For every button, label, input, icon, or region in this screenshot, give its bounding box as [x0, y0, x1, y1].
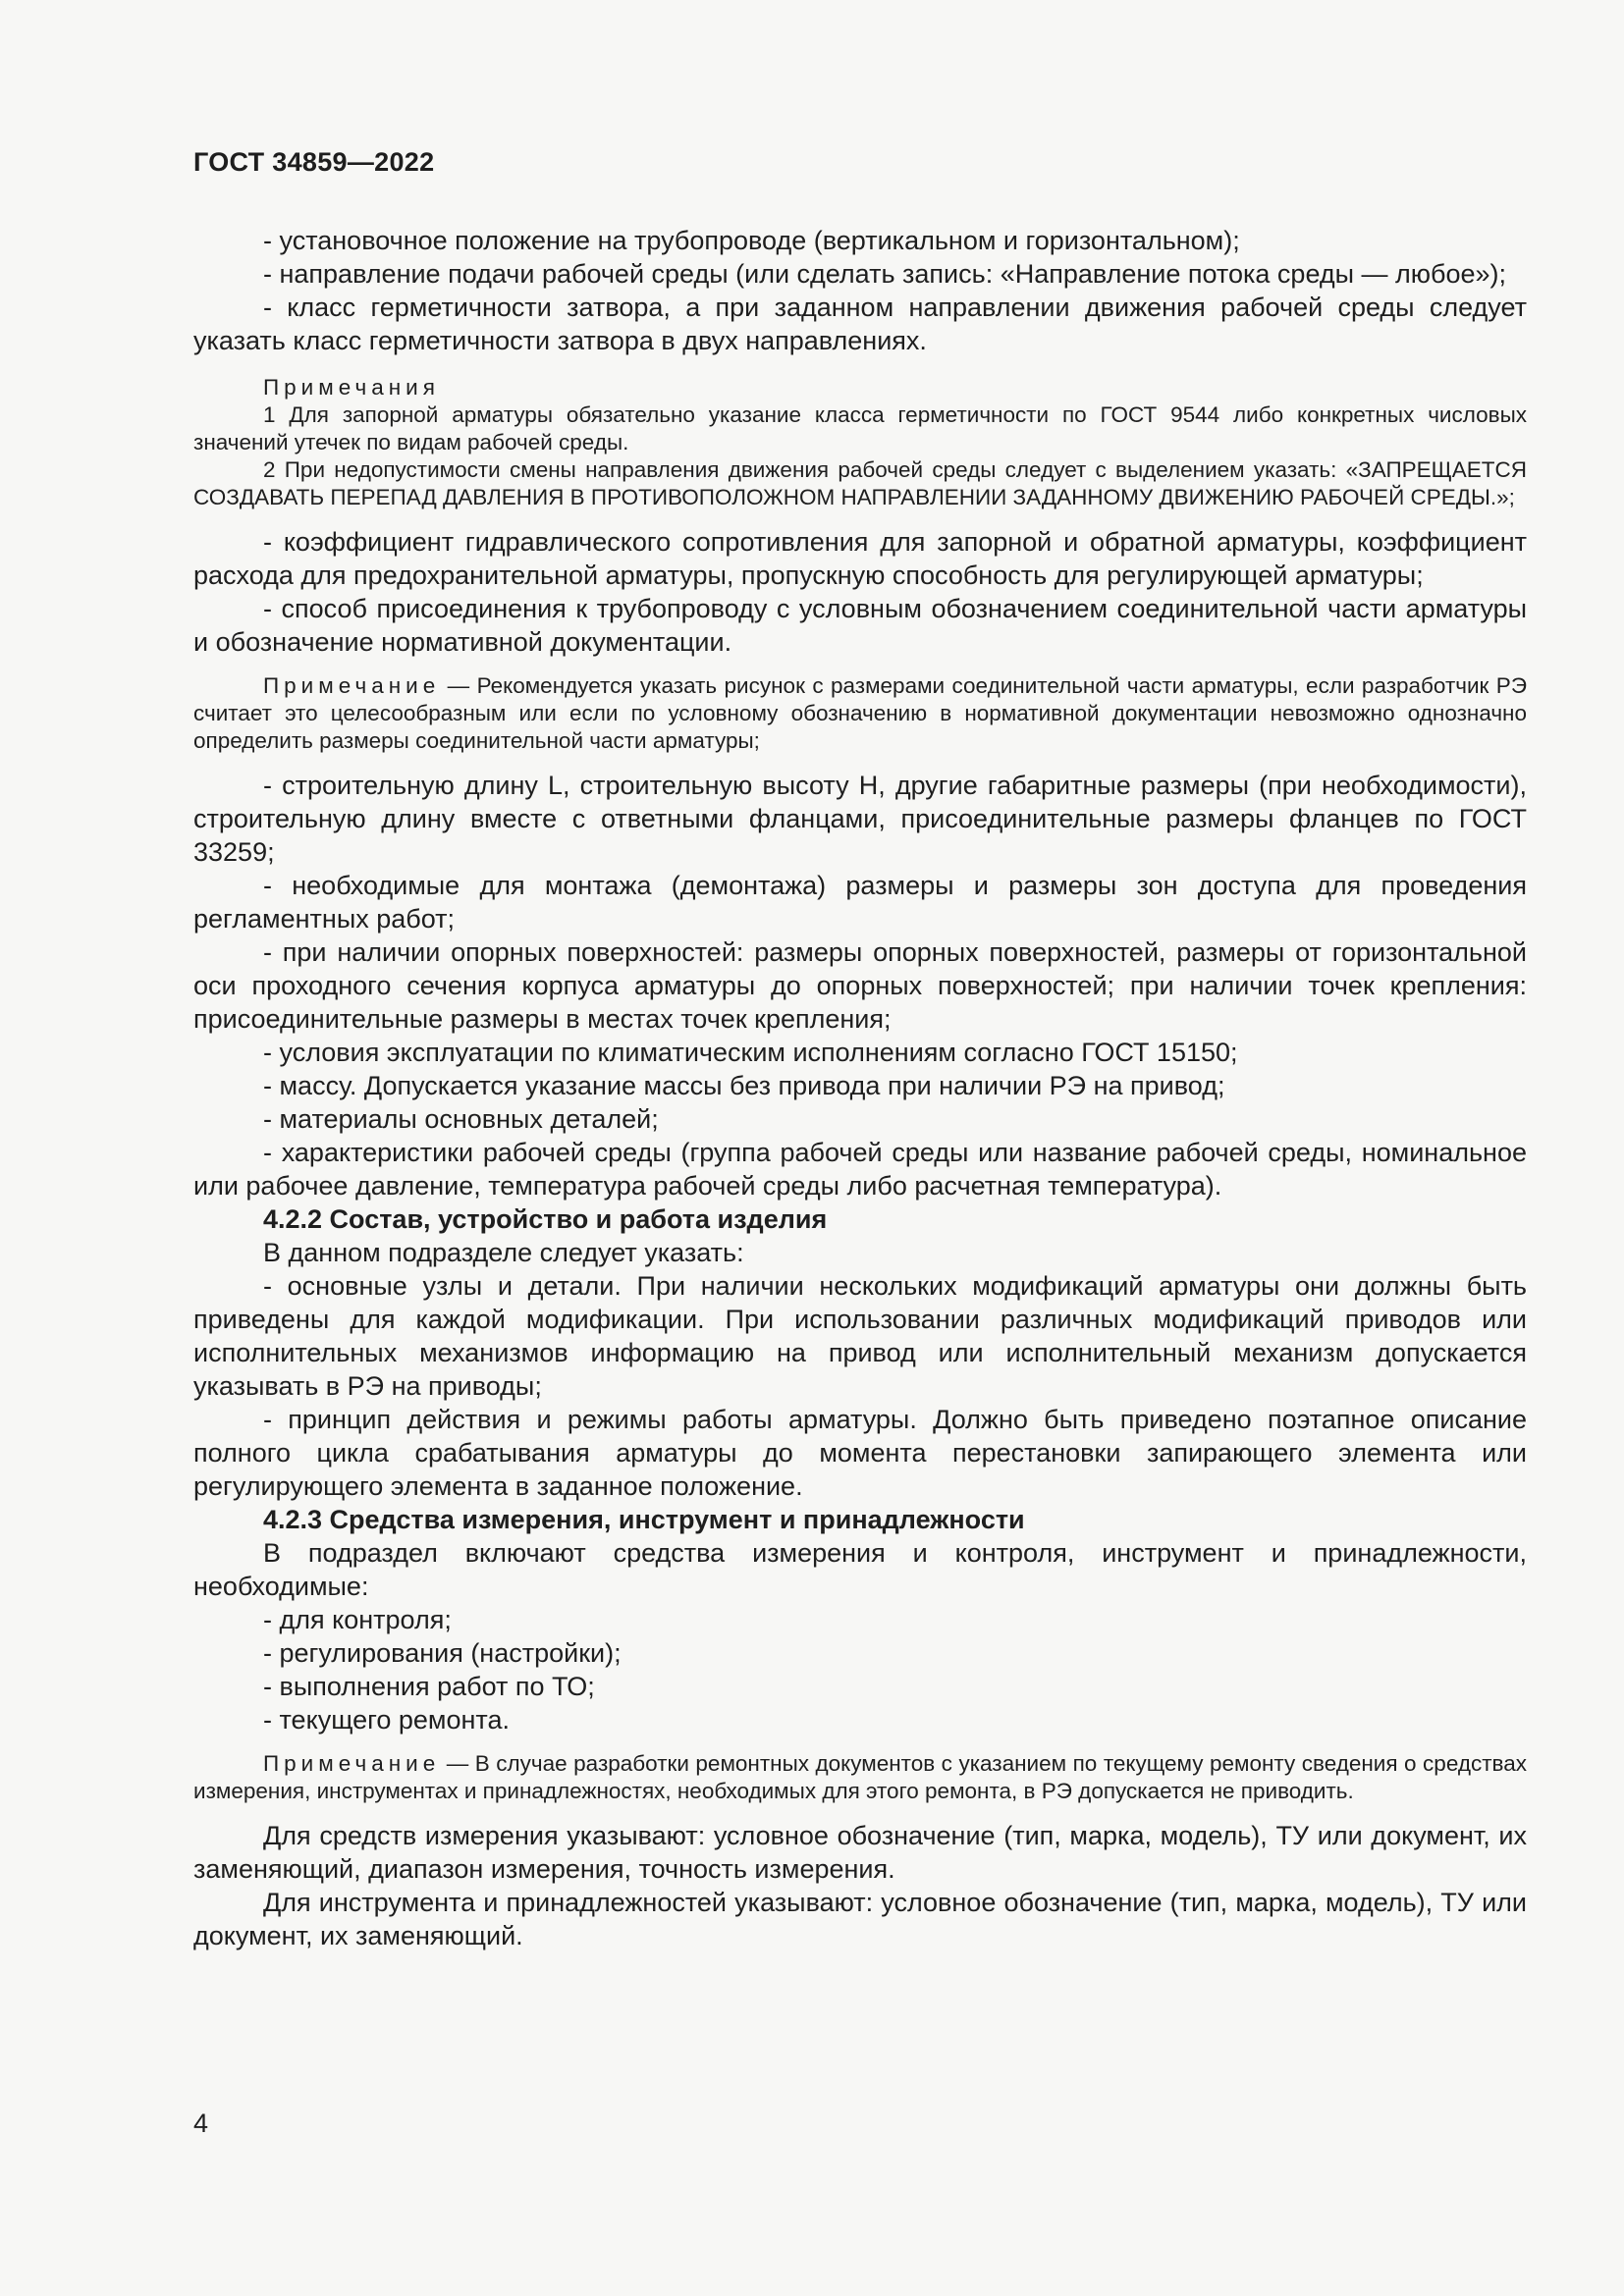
- note-item: 2 При недопустимости смены направления движения рабочей среды следует с выделением указать: «ЗАПРЕЩАЕТСЯ СОЗДАВАТЬ ПЕРЕПАД ДАВЛЕНИЯ В ПРОТИВОПОЛОЖНОМ НАПРАВЛЕНИИ ЗАДАННОМУ ДВИЖЕНИЮ РАБОЧЕЙ СРЕДЫ.»;: [193, 457, 1527, 509]
- section-heading-4-2-2: 4.2.2 Состав, устройство и работа изделия: [263, 1204, 828, 1234]
- list-item: - для контроля;: [263, 1605, 452, 1634]
- paragraph: - способ присоединения к трубопроводу с условным обозначением соединительной части арматуры и обозначение нормативной документации.: [193, 594, 1527, 657]
- page-number: 4: [193, 2109, 209, 2138]
- note: [193, 1750, 1527, 1805]
- list-item: - регулирования (настройки);: [263, 1638, 622, 1668]
- paragraph: Для инструмента и принадлежностей указывают: условное обозначение (тип, марка, модель), ТУ или документ, их заменяющий.: [193, 1888, 1527, 1950]
- list-item: - выполнения работ по ТО;: [263, 1672, 595, 1701]
- paragraph: - при наличии опорных поверхностей: размеры опорных поверхностей, размеры от горизонтальной оси проходного сечения корпуса арматуры до опорных поверхностей; при наличии точек крепления: присоединительные размеры в местах точек крепления;: [193, 937, 1527, 1034]
- list-item: - текущего ремонта.: [263, 1705, 510, 1735]
- paragraph: - материалы основных деталей;: [263, 1104, 659, 1134]
- paragraph: В подраздел включают средства измерения и контроля, инструмент и принадлежности, необходимые:: [193, 1538, 1527, 1601]
- note-label: Примечание: [263, 1751, 441, 1776]
- paragraph: - принцип действия и режимы работы арматуры. Должно быть приведено поэтапное описание полного цикла срабатывания арматуры до момента перестановки запирающего элемента или регулирующего элемента в заданное положение.: [193, 1405, 1527, 1501]
- note-label: Примечание: [263, 673, 441, 698]
- note: [193, 672, 1527, 755]
- paragraph: - коэффициент гидравлического сопротивления для запорной и обратной арматуры, коэффициент расхода для предохранительной арматуры, пропускную способность для регулирующей арматуры;: [193, 527, 1527, 590]
- notes-heading: Примечания: [263, 375, 440, 400]
- document-header: ГОСТ 34859—2022: [193, 147, 435, 177]
- paragraph: В данном подразделе следует указать:: [263, 1238, 744, 1267]
- paragraph: Для средств измерения указывают: условное обозначение (тип, марка, модель), ТУ или документ, их заменяющий, диапазон измерения, точность измерения.: [193, 1821, 1527, 1884]
- note-item: 1 Для запорной арматуры обязательно указание класса герметичности по ГОСТ 9544 либо конкретных числовых значений утечек по видам рабочей среды.: [193, 402, 1527, 454]
- paragraph: - направление подачи рабочей среды (или сделать запись: «Направление потока среды — любое»);: [263, 259, 1507, 289]
- paragraph: - установочное положение на трубопроводе (вертикальном и горизонтальном);: [263, 226, 1240, 255]
- paragraph: - основные узлы и детали. При наличии нескольких модификаций арматуры они должны быть приведены для каждой модификации. При использовании различных модификаций приводов или исполнительных механизмов информацию на привод или исполнительный механизм допускается указывать в РЭ на приводы;: [193, 1271, 1527, 1401]
- paragraph: - характеристики рабочей среды (группа рабочей среды или название рабочей среды, номинальное или рабочее давление, температура рабочей среды либо расчетная температура).: [193, 1138, 1527, 1201]
- paragraph: - условия эксплуатации по климатическим исполнениям согласно ГОСТ 15150;: [263, 1038, 1238, 1067]
- document-body: [193, 224, 1527, 1952]
- note-text: — В случае разработки ремонтных документов с указанием по текущему ремонту сведения о средствах измерения, инструментах и принадлежностях, необходимых для этого ремонта, в РЭ допускается не приводить.: [193, 1751, 1527, 1803]
- paragraph: - класс герметичности затвора, а при заданном направлении движения рабочей среды следует указать класс герметичности затвора в двух направлениях.: [193, 293, 1527, 355]
- paragraph: - строительную длину L, строительную высоту H, другие габаритные размеры (при необходимости), строительную длину вместе с ответными фланцами, присоединительные размеры фланцев по ГОСТ 33259;: [193, 771, 1527, 867]
- paragraph: - необходимые для монтажа (демонтажа) размеры и размеры зон доступа для проведения регламентных работ;: [193, 871, 1527, 934]
- paragraph: - массу. Допускается указание массы без привода при наличии РЭ на привод;: [263, 1071, 1225, 1100]
- note-text: — Рекомендуется указать рисунок с размерами соединительной части арматуры, если разработчик РЭ считает это целесообразным или если по условному обозначению в нормативной документации невозможно однозначно определить размеры соединительной части арматуры;: [193, 673, 1527, 753]
- section-heading-4-2-3: 4.2.3 Средства измерения, инструмент и принадлежности: [263, 1505, 1025, 1534]
